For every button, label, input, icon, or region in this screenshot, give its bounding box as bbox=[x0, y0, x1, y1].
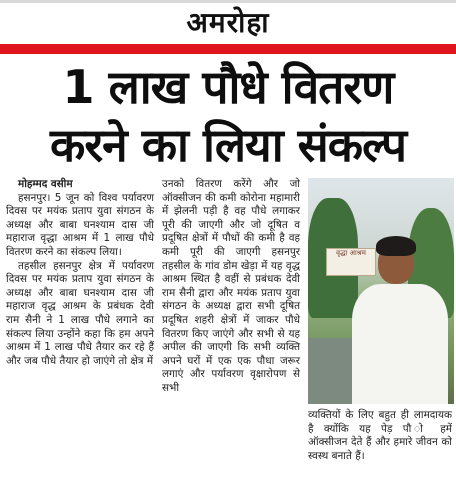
article-column-2 bbox=[162, 178, 300, 396]
article-column-1 bbox=[6, 178, 154, 368]
byline: मोहम्मद वसीम bbox=[18, 178, 73, 190]
red-accent-bar bbox=[0, 44, 456, 54]
paragraph-2: तहसील हसनपुर क्षेत्र में पर्यावरण दिवस पर मयंक प्रताप युवा संगठन के अध्यक्ष और बाबा घनश्याम दास जी महाराज वृद्ध आश्रम के प्रबंधक देवी राम सैनी ने 1 लाख पौधे लगाने का संकल्प लिया उन्होंने कहा कि हम अपने आश्रम में 1 लाख पौधे तैयार कर रहे हैं और जब पौधे तैयार हो जाएंगे तो क्षेत्र में bbox=[6, 259, 154, 367]
paragraph-1: हसनपुर। 5 जून को विश्व पर्यावरण दिवस पर मयंक प्रताप युवा संगठन के अध्यक्ष और बाबा घनश्याम दास जी महाराज वृद्धा आश्रम में 1 लाख पौधे वितरण करने का संकल्प लिया। bbox=[6, 191, 154, 258]
top-rule bbox=[0, 0, 456, 3]
person-body bbox=[352, 284, 448, 404]
headline-line-2: करने का लिया संकल्प bbox=[50, 118, 406, 172]
paragraph-3: उनको वितरण करेंगे और जो ऑक्सीजन की कमी कोरोना महामारी में झेलनी पड़ी है वह पौधे लगाकर पूरी की जाएगी और जो दूषित व प्रदूषित क्षेत्रों में पौधों की कमी है वह कमी पूरी की जाएगी हसनपुर तहसील के गांव डोम खेड़ा में यह वृद्ध आश्रम स्थित है वहीं से प्रबंधक देवी राम सैनी द्वारा और मयंक प्रताप युवा संगठन के अध्यक्ष द्वारा सभी दूषित प्रदूषित शहरी क्षेत्रों में जाकर पौधे वितरण किए जाएंगे और सभी से यह अपील की जाएगी कि सभी व्यक्ति अपने घरों में एक एक पौधा जरूर लगाएं और पर्यावरण वृक्षारोपण से सभी bbox=[162, 178, 300, 394]
person-hair bbox=[376, 236, 416, 256]
masthead-title: अमरोहा bbox=[186, 6, 270, 39]
ashram-sign: वृद्धा आश्रम bbox=[326, 248, 376, 276]
article-column-3 bbox=[308, 409, 452, 463]
headline-line-1: 1 लाख पौधे वितरण bbox=[62, 60, 394, 114]
headline bbox=[4, 58, 452, 174]
paragraph-4: व्यक्तियों के लिए बहुत ही लामदायक है क्योंकि यह पेड़ पौ ो हमें ऑक्सीजन देते हैं और हमारे जीवन को स्वस्थ बनाते हैं। bbox=[308, 409, 452, 462]
news-photo bbox=[308, 178, 454, 404]
